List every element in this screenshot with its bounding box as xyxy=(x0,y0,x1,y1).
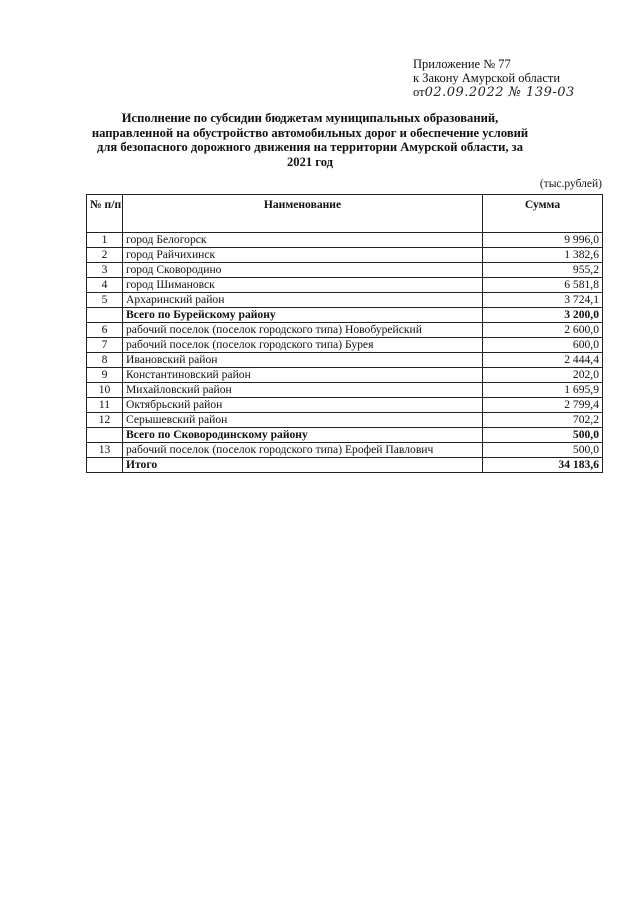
document-title: Исполнение по субсидии бюджетам муниципальных образований, направленной на обустройство автомобильных дорог и обеспечение условий для безопасного дорожного движения на территории Амурской области, за 2021 год xyxy=(91,111,529,169)
row-sum: 202,0 xyxy=(483,368,603,383)
row-name: город Шимановск xyxy=(123,278,483,293)
row-name: Константиновский район xyxy=(123,368,483,383)
table-row xyxy=(87,338,603,353)
row-sum: 2 799,4 xyxy=(483,398,603,413)
row-sum: 6 581,8 xyxy=(483,278,603,293)
row-name: город Белогорск xyxy=(123,233,483,248)
row-number: 6 xyxy=(87,323,123,338)
row-number: 10 xyxy=(87,383,123,398)
table-row xyxy=(87,293,603,308)
table-row xyxy=(87,368,603,383)
row-number: 13 xyxy=(87,443,123,458)
appendix-block xyxy=(413,57,613,100)
table-row xyxy=(87,323,603,338)
row-name: рабочий поселок (поселок городского типа) Новобурейский xyxy=(123,323,483,338)
table-row xyxy=(87,383,603,398)
row-sum: 702,2 xyxy=(483,413,603,428)
header-number: № п/п xyxy=(87,195,123,233)
row-number xyxy=(87,428,123,443)
row-number: 11 xyxy=(87,398,123,413)
row-sum: 1 382,6 xyxy=(483,248,603,263)
appendix-law-reference: к Закону Амурской области xyxy=(413,71,561,85)
row-sum: 2 600,0 xyxy=(483,323,603,338)
row-name: город Райчихинск xyxy=(123,248,483,263)
subsidy-table xyxy=(86,194,603,473)
row-number: 1 xyxy=(87,233,123,248)
row-sum: 9 996,0 xyxy=(483,233,603,248)
table-row xyxy=(87,413,603,428)
row-sum: 955,2 xyxy=(483,263,603,278)
row-number: 8 xyxy=(87,353,123,368)
row-name: рабочий поселок (поселок городского типа) Ерофей Павлович xyxy=(123,443,483,458)
row-sum: 500,0 xyxy=(483,443,603,458)
header-name: Наименование xyxy=(123,195,483,233)
row-number xyxy=(87,458,123,473)
table-row xyxy=(87,353,603,368)
row-name: Всего по Сковородинскому району xyxy=(123,428,483,443)
row-number: 2 xyxy=(87,248,123,263)
row-sum: 600,0 xyxy=(483,338,603,353)
row-name: рабочий поселок (поселок городского типа) Бурея xyxy=(123,338,483,353)
row-sum: 3 724,1 xyxy=(483,293,603,308)
table-row xyxy=(87,398,603,413)
row-name: Михайловский район xyxy=(123,383,483,398)
appendix-date-prefix: от xyxy=(413,85,425,99)
table-row xyxy=(87,443,603,458)
table-header-row xyxy=(87,195,603,233)
row-name: Серышевский район xyxy=(123,413,483,428)
row-name: Архаринский район xyxy=(123,293,483,308)
row-number: 7 xyxy=(87,338,123,353)
row-number: 5 xyxy=(87,293,123,308)
row-name: Октябрьский район xyxy=(123,398,483,413)
row-sum: 1 695,9 xyxy=(483,383,603,398)
row-number: 3 xyxy=(87,263,123,278)
units-label: (тыс.рублей) xyxy=(539,178,602,190)
table-body xyxy=(87,233,603,473)
table-row xyxy=(87,263,603,278)
table-total-row xyxy=(87,458,603,473)
row-number: 12 xyxy=(87,413,123,428)
appendix-date-line xyxy=(413,85,613,100)
row-name: город Сковородино xyxy=(123,263,483,278)
row-number xyxy=(87,308,123,323)
row-number: 4 xyxy=(87,278,123,293)
table-total-row xyxy=(87,428,603,443)
table-row xyxy=(87,278,603,293)
row-name: Итого xyxy=(123,458,483,473)
row-number: 9 xyxy=(87,368,123,383)
row-sum: 34 183,6 xyxy=(483,458,603,473)
table-row xyxy=(87,248,603,263)
header-sum: Сумма xyxy=(483,195,603,233)
row-name: Всего по Бурейскому району xyxy=(123,308,483,323)
row-sum: 2 444,4 xyxy=(483,353,603,368)
row-sum: 500,0 xyxy=(483,428,603,443)
appendix-number: Приложение № 77 xyxy=(413,57,511,71)
table-total-row xyxy=(87,308,603,323)
row-sum: 3 200,0 xyxy=(483,308,603,323)
row-name: Ивановский район xyxy=(123,353,483,368)
handwritten-date-number: 02.09.2022 № 139-03 xyxy=(424,85,575,100)
table-row xyxy=(87,233,603,248)
